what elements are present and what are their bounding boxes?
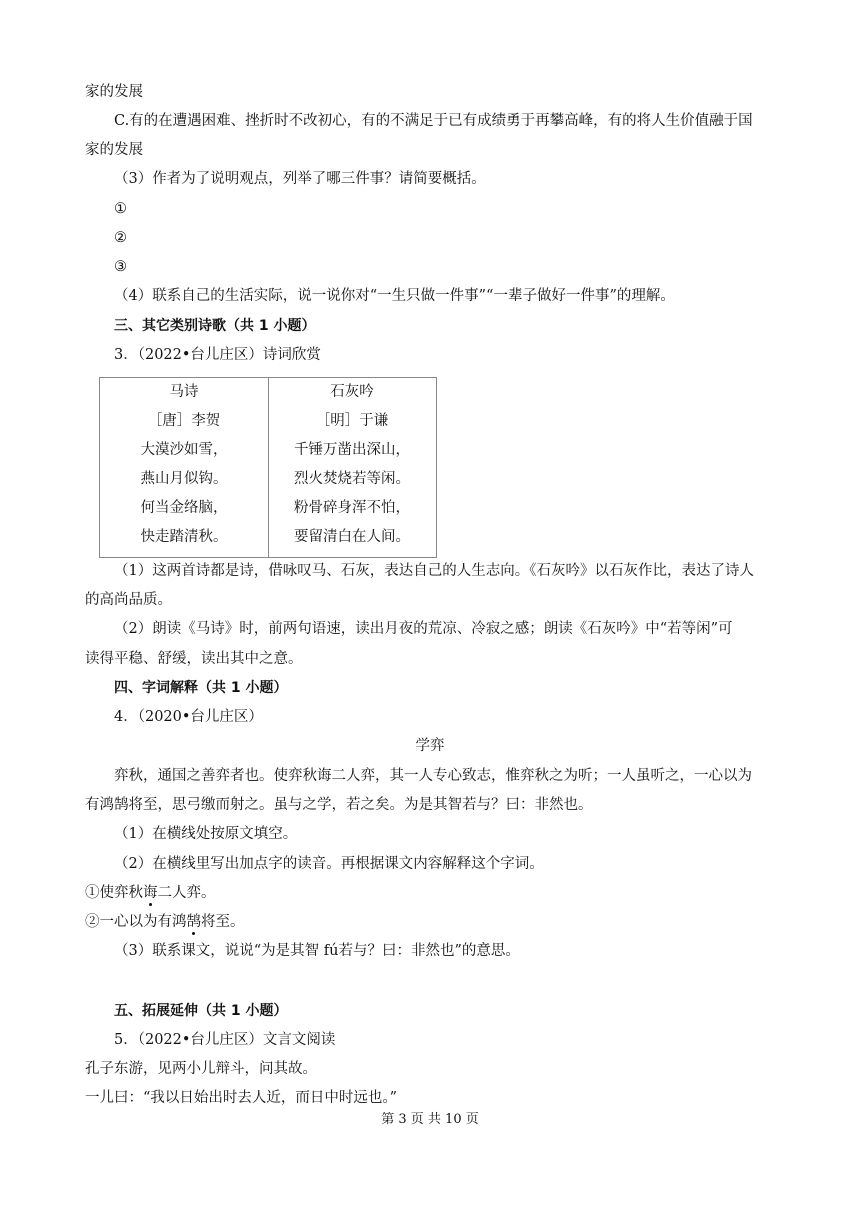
dotted-char: 诲: [143, 885, 158, 901]
passage-title: 学弈: [415, 738, 445, 754]
poem-table: [99, 377, 437, 558]
text: 二人弈。: [157, 885, 216, 901]
option-c: C.有的在遭遇困难、挫折时不改初心，有的不满足于已有成绩勇于再攀高峰，有的将人生价值融于国: [114, 113, 753, 129]
passage-line: 孔子东游，见两小儿辩斗，问其故。: [85, 1061, 317, 1077]
poem-line: 大漠沙如雪，: [140, 442, 228, 458]
question-4-title: 4．（2020•台儿庄区）: [114, 709, 263, 725]
text-line: 读得平稳、舒缓，读出其中之意。: [85, 651, 303, 667]
subquestion-item: [85, 883, 216, 903]
passage-line: 弈秋，通国之善弈者也。使弈秋诲二人弈，其一人专心致志，惟弈秋之为听；一人虽听之，一心以为: [114, 768, 752, 784]
poem-author: ［唐］李贺: [147, 413, 221, 429]
text: 将至。: [201, 914, 245, 930]
section-heading-3: 三、其它类别诗歌（共 1 小题）: [114, 318, 316, 334]
poem-line: 烈火焚烧若等闲。: [294, 471, 410, 487]
question-3-title: 3．（2022•台儿庄区）诗词欣赏: [114, 347, 321, 363]
passage-line: 有鸿鹄将至，思弓缴而射之。虽与之学，若之矣。为是其智若与？曰：非然也。: [85, 797, 593, 813]
poem-left: [100, 378, 269, 557]
passage-line: 一儿曰：“我以日始出时去人近，而日中时远也。”: [85, 1090, 398, 1106]
text-line: （1）这两首诗都是诗，借咏叹马、石灰，表达自己的人生志向。《石灰吟》以石灰作比，表达了诗人: [114, 563, 754, 579]
text-line: （2）朗读《马诗》时，前两句语速，读出月夜的荒凉、冷寂之感；朗读《石灰吟》中“若等闲”可: [114, 621, 733, 637]
answer-slot-1: ①: [114, 201, 127, 217]
poem-line: 粉骨碎身浑不怕，: [294, 500, 410, 516]
dotted-char: 鹄: [186, 914, 201, 930]
answer-slot-2: ②: [114, 230, 127, 246]
subquestion-item: [85, 912, 245, 932]
poem-title: 马诗: [169, 384, 199, 400]
text-line: 家的发展: [85, 142, 143, 158]
question-3-prompt: （3）作者为了说明观点，列举了哪三件事？请简要概括。: [114, 171, 486, 187]
text: ②一心以为有鸿: [85, 914, 187, 930]
question-5-title: 5．（2022•台儿庄区）文言文阅读: [114, 1032, 336, 1048]
poem-line: 快走踏清秋。: [140, 529, 228, 545]
poem-line: 要留清白在人间。: [294, 529, 410, 545]
text-line: 家的发展: [85, 84, 143, 100]
text-line: 的高尚品质。: [85, 592, 172, 608]
poem-line: 何当金络脑，: [140, 500, 228, 516]
poem-line: 燕山月似钩。: [140, 471, 228, 487]
poem-title: 石灰吟: [330, 384, 374, 400]
subquestion: （1）在横线处按原文填空。: [114, 826, 298, 842]
page-footer: 第 3 页 共 10 页: [381, 1112, 479, 1127]
answer-slot-3: ③: [114, 259, 127, 275]
poem-author: ［明］于谦: [315, 413, 389, 429]
poem-right: [268, 378, 436, 557]
text: ①使弈秋: [85, 885, 143, 901]
section-heading-5: 五、拓展延伸（共 1 小题）: [114, 1003, 288, 1019]
subquestion: （2）在横线里写出加点字的读音。再根据课文内容解释这个字词。: [114, 856, 544, 872]
subquestion: （3）联系课文，说说“为是其智 fú若与？曰：非然也”的意思。: [114, 943, 520, 959]
question-4-prompt: （4）联系自己的生活实际，说一说你对“一生只做一件事”“一辈子做好一件事”的理解。: [114, 288, 675, 304]
poem-line: 千锤万凿出深山，: [294, 442, 410, 458]
section-heading-4: 四、字词解释（共 1 小题）: [114, 680, 288, 696]
